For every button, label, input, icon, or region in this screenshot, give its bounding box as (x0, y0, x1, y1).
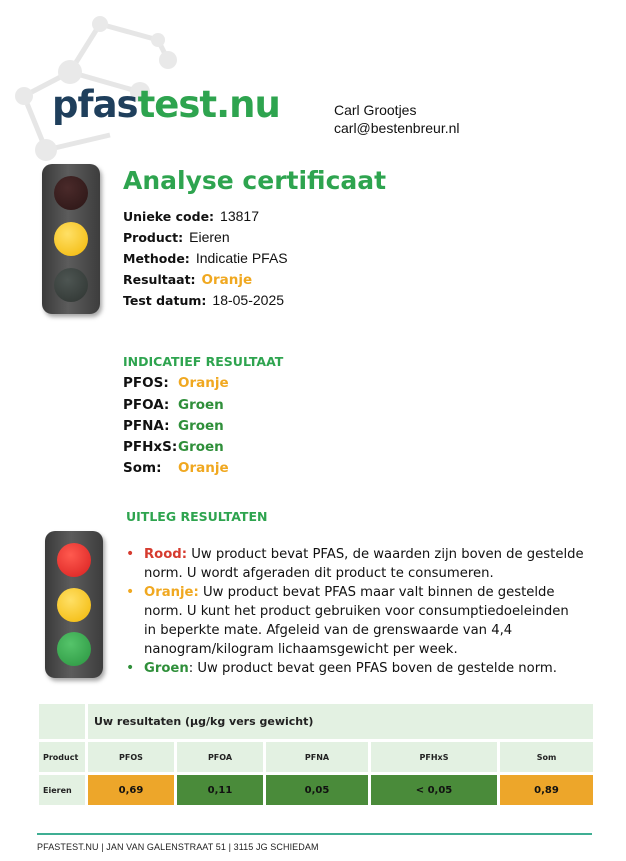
indicative-value: Groen (178, 418, 224, 434)
table-cell-pfhxs: < 0,05 (371, 775, 497, 805)
meta-result (123, 271, 252, 288)
table-title-row (39, 704, 593, 739)
table-cell-pfos: 0,69 (88, 775, 174, 805)
traffic-light-result-icon (42, 164, 100, 314)
table-cell-pfoa: 0,11 (177, 775, 263, 805)
logo-part-pfas: pfas (52, 83, 138, 126)
meta-product (123, 229, 230, 245)
meta-value: Eieren (189, 229, 230, 245)
meta-test-date (123, 292, 284, 308)
indicative-value: Oranje (178, 460, 229, 476)
traffic-light-yellow-lamp (57, 588, 91, 622)
explanation-term: Oranje: (144, 585, 199, 600)
indicative-item-pfna (123, 418, 224, 434)
bullet-icon: • (126, 660, 135, 676)
traffic-light-red-lamp (54, 176, 88, 210)
meta-label: Unieke code: (123, 209, 215, 224)
contact-email: carl@bestenbreur.nl (334, 120, 460, 136)
indicative-value: Groen (178, 397, 224, 413)
meta-label: Methode: (123, 251, 190, 266)
explanation-heading: UITLEG RESULTATEN (126, 509, 268, 524)
meta-method (123, 250, 288, 266)
traffic-light-red-lamp (57, 543, 91, 577)
meta-value: 18-05-2025 (212, 292, 285, 308)
table-row-label: Eieren (39, 775, 85, 805)
table-row-header: Product (39, 742, 85, 772)
meta-label: Product: (123, 230, 184, 245)
indicative-value: Oranje (178, 375, 229, 391)
table-header-row (39, 742, 593, 772)
traffic-light-yellow-lamp (54, 222, 88, 256)
explanation-text: Uw product bevat PFAS maar valt binnen de gestelde norm. U kunt het product gebruiken voor consumptiedoeleinden in beperkte mate. Afgeleid van de grenswaarde van 4,4 nanogram/kilogram lichaamsgewicht per week. (144, 585, 569, 657)
indicative-label: PFHxS: (123, 439, 178, 455)
contact-name: Carl Grootjes (334, 102, 417, 118)
meta-value: 13817 (220, 208, 259, 224)
indicative-label: Som: (123, 460, 162, 476)
indicative-item-som (123, 460, 229, 476)
bullet-icon: • (126, 546, 135, 562)
footer-address: PFASTEST.NU | JAN VAN GALENSTRAAT 51 | 3115 JG SCHIEDAM (37, 842, 319, 852)
indicative-item-pfhxs (123, 439, 224, 455)
explanation-term: Groen (144, 661, 189, 676)
indicative-heading: INDICATIEF RESULTAAT (123, 354, 284, 369)
meta-label: Test datum: (123, 293, 207, 308)
explanation-term: Rood: (144, 547, 187, 562)
meta-unique-code (123, 208, 259, 224)
explanation-list (124, 545, 584, 678)
indicative-item-pfos (123, 375, 229, 391)
footer-divider (37, 833, 592, 835)
indicative-label: PFNA: (123, 418, 170, 434)
pfastest-logo (52, 83, 280, 126)
table-column-header: PFNA (266, 742, 368, 772)
explanation-item-orange (124, 583, 584, 659)
indicative-item-pfoa (123, 397, 224, 413)
certificate-title: Analyse certificaat (123, 166, 387, 195)
indicative-label: PFOS: (123, 375, 169, 391)
traffic-light-green-lamp (57, 632, 91, 666)
contact-block (334, 101, 460, 137)
table-title: Uw resultaten (µg/kg vers gewicht) (88, 704, 593, 739)
traffic-light-legend-icon (45, 531, 103, 678)
meta-result-value: Oranje (201, 272, 253, 288)
results-table (36, 701, 596, 808)
table-cell-som: 0,89 (500, 775, 593, 805)
explanation-item-red (124, 545, 584, 583)
explanation-text: : Uw product bevat geen PFAS boven de gestelde norm. (188, 661, 557, 676)
table-column-header: PFOS (88, 742, 174, 772)
table-corner-cell (39, 704, 85, 739)
table-row (39, 775, 593, 805)
indicative-label: PFOA: (123, 397, 170, 413)
explanation-text: Uw product bevat PFAS, de waarden zijn boven de gestelde norm. U wordt afgeraden dit product te consumeren. (144, 547, 584, 581)
meta-label: Resultaat: (123, 272, 196, 287)
table-column-header: PFOA (177, 742, 263, 772)
table-column-header: PFHxS (371, 742, 497, 772)
table-column-header: Som (500, 742, 593, 772)
meta-value: Indicatie PFAS (195, 250, 288, 266)
logo-part-test: test.nu (137, 83, 280, 126)
traffic-light-green-lamp (54, 268, 88, 302)
bullet-icon: • (126, 584, 135, 600)
explanation-item-green (124, 659, 584, 678)
table-cell-pfna: 0,05 (266, 775, 368, 805)
indicative-value: Groen (178, 439, 224, 455)
